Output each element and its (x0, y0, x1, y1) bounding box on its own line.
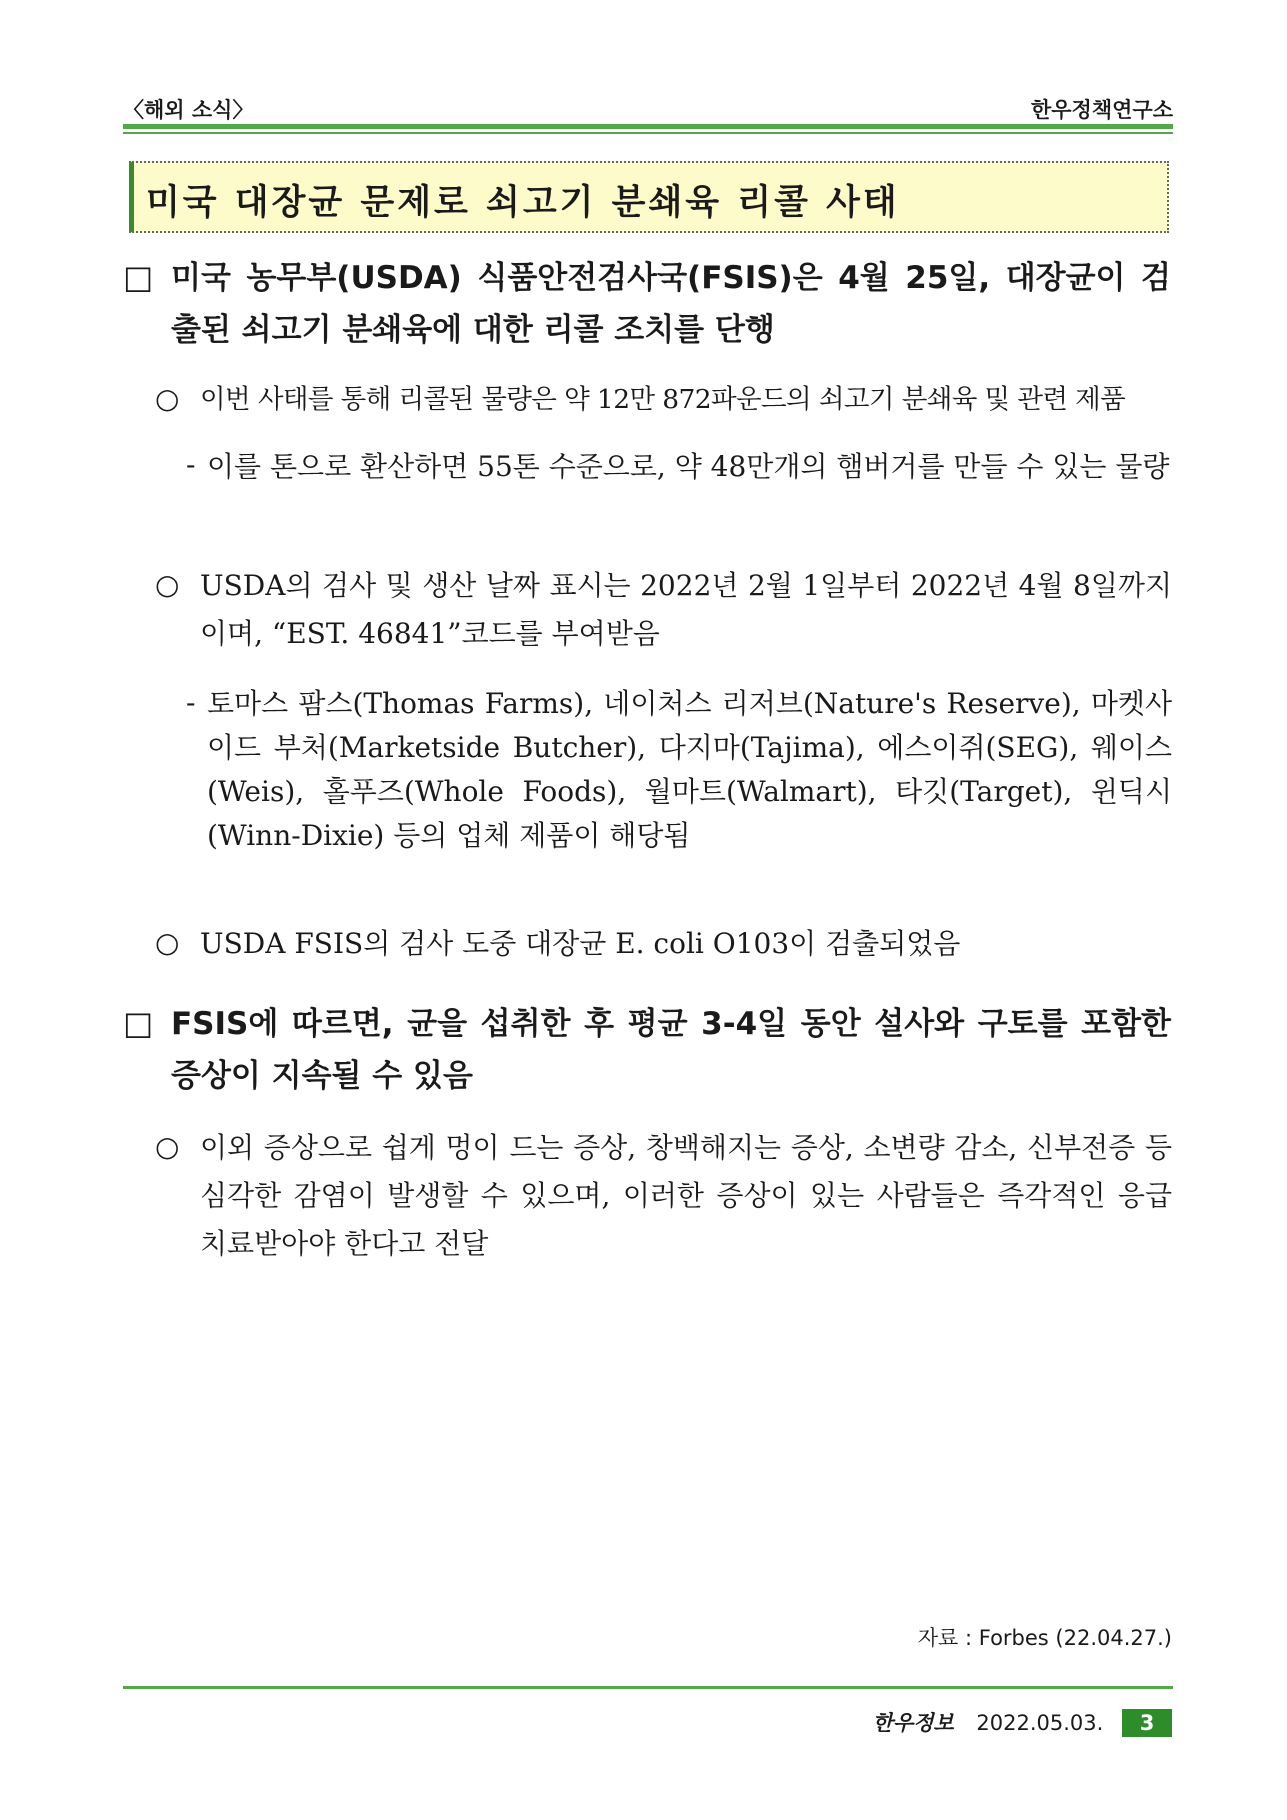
sub-point-1-1: 이번 사태를 통해 리콜된 물량은 약 12만 872파운드의 쇠고기 분쇄육 및 관련 제품 (200, 384, 1126, 415)
footer-rule (123, 1686, 1173, 1689)
source-citation: 자료 : Forbes (22.04.27.) (917, 1626, 1172, 1650)
dash-bullet: - (186, 448, 196, 481)
square-bullet: □ (123, 258, 154, 296)
page-number: 3 (1122, 1709, 1172, 1737)
organization-name: 한우정책연구소 (1030, 98, 1173, 122)
sub-point-1-2: USDA의 검사 및 생산 날짜 표시는 2022년 2월 1일부터 2022년 4월 8일까지이며, “EST. 46841”코드를 부여받음 (200, 569, 1172, 650)
main-point-1: 미국 농무부(USDA) 식품안전검사국(FSIS)은 4월 25일, 대장균이 검출된 쇠고기 분쇄육에 대한 리콜 조치를 단행 (171, 260, 1171, 348)
dash-bullet: - (186, 686, 196, 719)
sub-point-2-1: 이외 증상으로 쉽게 멍이 드는 증상, 창백해지는 증상, 소변량 감소, 신부전증 등 심각한 감염이 발생할 수 있으며, 이러한 증상이 있는 사람들은 즉각적인 응급 치료받아야 한다고 전달 (200, 1131, 1172, 1260)
article-title: 미국 대장균 문제로 쇠고기 분쇄육 리콜 사태 (146, 183, 900, 223)
circle-bullet: ○ (155, 926, 180, 959)
newsletter-name: 한우정보 (872, 1711, 954, 1735)
detail-1-1a: 이를 톤으로 환산하면 55톤 수준으로, 약 48만개의 햄버거를 만들 수 있는 물량 (207, 450, 1170, 483)
page-footer (873, 1707, 1172, 1737)
issue-date: 2022.05.03. (976, 1711, 1104, 1735)
article-title-box (129, 161, 1169, 233)
sub-point-1-3: USDA FSIS의 검사 도중 대장균 E. coli O103이 검출되었음 (200, 927, 961, 960)
circle-bullet: ○ (155, 1130, 180, 1163)
section-label: 〈해외 소식〉 (123, 98, 254, 122)
header-rule-thick (123, 124, 1173, 129)
circle-bullet: ○ (155, 568, 180, 601)
main-point-2: FSIS에 따르면, 균을 섭취한 후 평균 3-4일 동안 설사와 구토를 포함한 증상이 지속될 수 있음 (171, 1006, 1171, 1094)
square-bullet: □ (123, 1004, 154, 1042)
page-header (123, 88, 1173, 124)
circle-bullet: ○ (155, 382, 180, 415)
detail-1-2a: 토마스 팜스(Thomas Farms), 네이처스 리저브(Nature's Reserve), 마켓사이드 부처(Marketside Butcher), 다지마(Tajima), 에스이쥐(SEG), 웨이스(Weis), 홀푸즈(Whole Foods), 월마트(Walmart), 타깃(Target), 윈딕시(Winn-Dixie) 등의 업체 제품이 해당됨 (207, 687, 1172, 852)
header-rule-thin (123, 132, 1173, 134)
